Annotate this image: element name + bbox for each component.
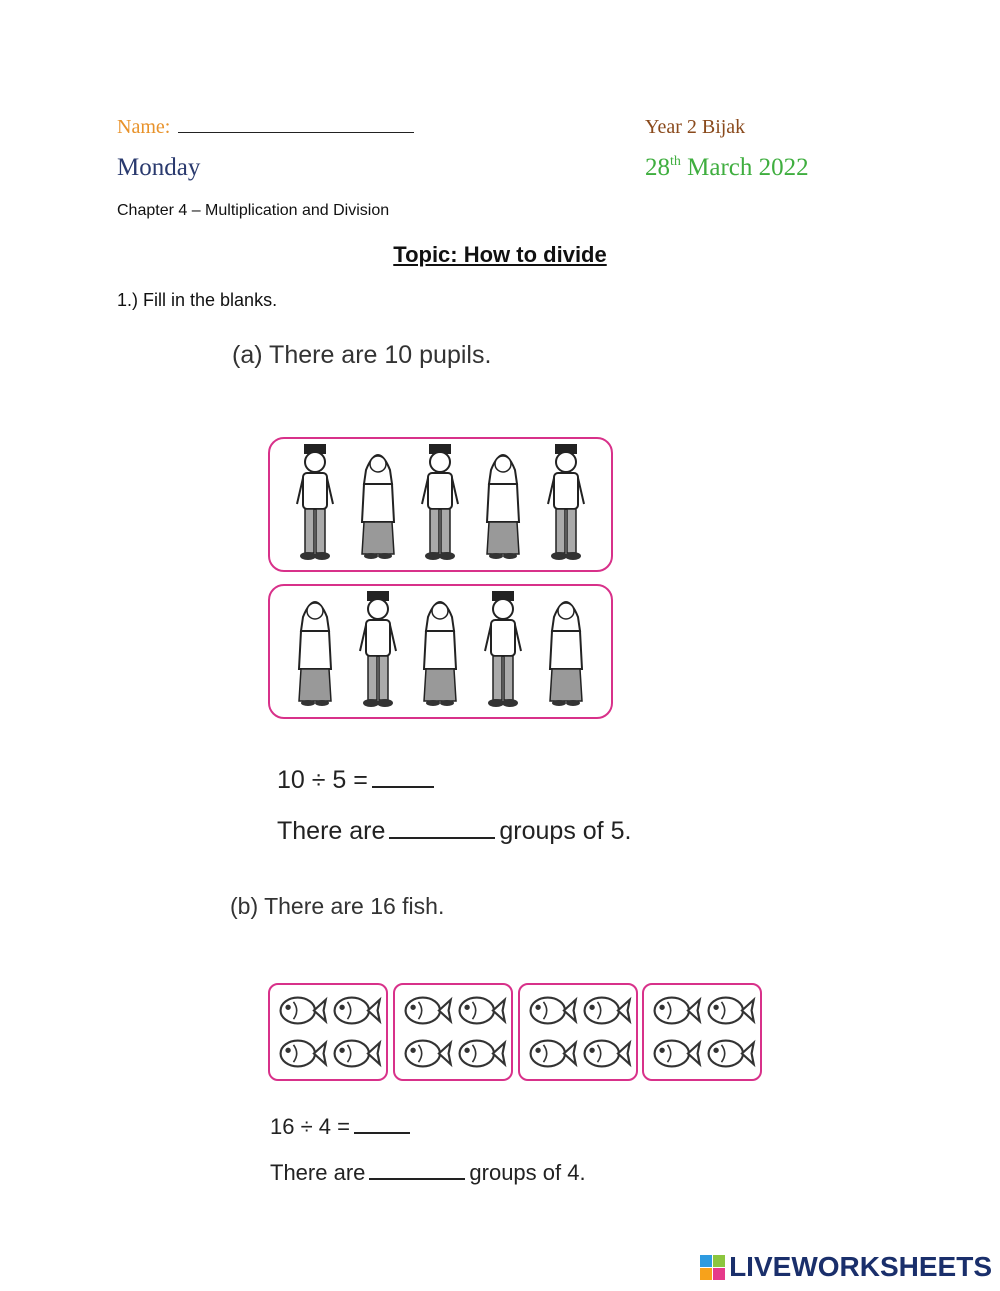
answer-b-quotient-blank[interactable] bbox=[354, 1114, 410, 1134]
boy-pupil-icon bbox=[293, 442, 337, 562]
answer-a-groups-blank[interactable] bbox=[389, 817, 495, 839]
name-label bbox=[117, 116, 414, 139]
logo-tile-green bbox=[713, 1255, 725, 1267]
boy-pupil-icon bbox=[544, 442, 588, 562]
girl-pupil-icon bbox=[293, 589, 337, 709]
fish-icon bbox=[274, 989, 328, 1032]
date-day: 28 bbox=[645, 154, 670, 181]
question-a-groups-prefix: There are bbox=[277, 817, 386, 845]
fish-group-3 bbox=[518, 983, 638, 1081]
page-title: Topic: How to divide bbox=[393, 242, 607, 267]
question-b-equation bbox=[270, 1114, 414, 1140]
name-blank[interactable] bbox=[178, 116, 414, 133]
logo-tile-orange bbox=[700, 1268, 712, 1280]
question-b-title: (b) There are 16 fish. bbox=[230, 893, 445, 919]
brand-logo bbox=[700, 1251, 992, 1283]
question-b-groups-suffix: groups of 4. bbox=[469, 1160, 586, 1185]
fish-icon bbox=[274, 1032, 328, 1075]
girl-pupil-icon bbox=[418, 589, 462, 709]
instruction: 1.) Fill in the blanks. bbox=[117, 290, 278, 310]
class-label: Year 2 Bijak bbox=[645, 116, 746, 138]
fish-icon bbox=[648, 1032, 702, 1075]
fish-icon bbox=[453, 1032, 507, 1075]
answer-a-quotient-blank[interactable] bbox=[372, 766, 434, 788]
fish-group-4 bbox=[642, 983, 762, 1081]
answer-b-groups-blank[interactable] bbox=[369, 1160, 465, 1180]
fish-icon bbox=[702, 989, 756, 1032]
fish-group-1 bbox=[268, 983, 388, 1081]
fish-icon bbox=[453, 989, 507, 1032]
question-b-groups-prefix: There are bbox=[270, 1160, 366, 1185]
question-a-equation bbox=[277, 766, 438, 795]
date-rest: March 2022 bbox=[680, 154, 809, 181]
name-label-text: Name: bbox=[117, 116, 171, 138]
question-b-groups bbox=[270, 1160, 586, 1186]
fish-icon bbox=[399, 1032, 453, 1075]
fish-icon bbox=[578, 989, 632, 1032]
question-b-equation-text: 16 ÷ 4 = bbox=[270, 1114, 350, 1139]
question-a-title: (a) There are 10 pupils. bbox=[232, 341, 492, 369]
girl-pupil-icon bbox=[356, 442, 400, 562]
fish-icon bbox=[648, 989, 702, 1032]
question-a-groups-suffix: groups of 5. bbox=[499, 817, 632, 845]
fish-group-2 bbox=[393, 983, 513, 1081]
question-a-groups bbox=[277, 817, 631, 846]
fish-icon bbox=[399, 989, 453, 1032]
logo-tile-pink bbox=[713, 1268, 725, 1280]
fish-icon bbox=[328, 989, 382, 1032]
liveworksheets-logo-icon bbox=[700, 1255, 725, 1280]
girl-pupil-icon bbox=[481, 442, 525, 562]
fish-icon bbox=[328, 1032, 382, 1075]
brand-name: LIVEWORKSHEETS bbox=[729, 1251, 992, 1282]
pupil-group-2 bbox=[268, 584, 613, 719]
logo-tile-blue bbox=[700, 1255, 712, 1267]
fish-icon bbox=[524, 1032, 578, 1075]
fish-icon bbox=[524, 989, 578, 1032]
fish-icon bbox=[578, 1032, 632, 1075]
boy-pupil-icon bbox=[356, 589, 400, 709]
fish-icon bbox=[702, 1032, 756, 1075]
date-label bbox=[645, 154, 809, 182]
day-label: Monday bbox=[117, 154, 201, 181]
question-a-equation-text: 10 ÷ 5 = bbox=[277, 766, 368, 794]
boy-pupil-icon bbox=[481, 589, 525, 709]
pupil-group-1 bbox=[268, 437, 613, 572]
chapter-title: Chapter 4 – Multiplication and Division bbox=[117, 202, 390, 219]
boy-pupil-icon bbox=[418, 442, 462, 562]
girl-pupil-icon bbox=[544, 589, 588, 709]
date-suffix: th bbox=[670, 154, 681, 169]
